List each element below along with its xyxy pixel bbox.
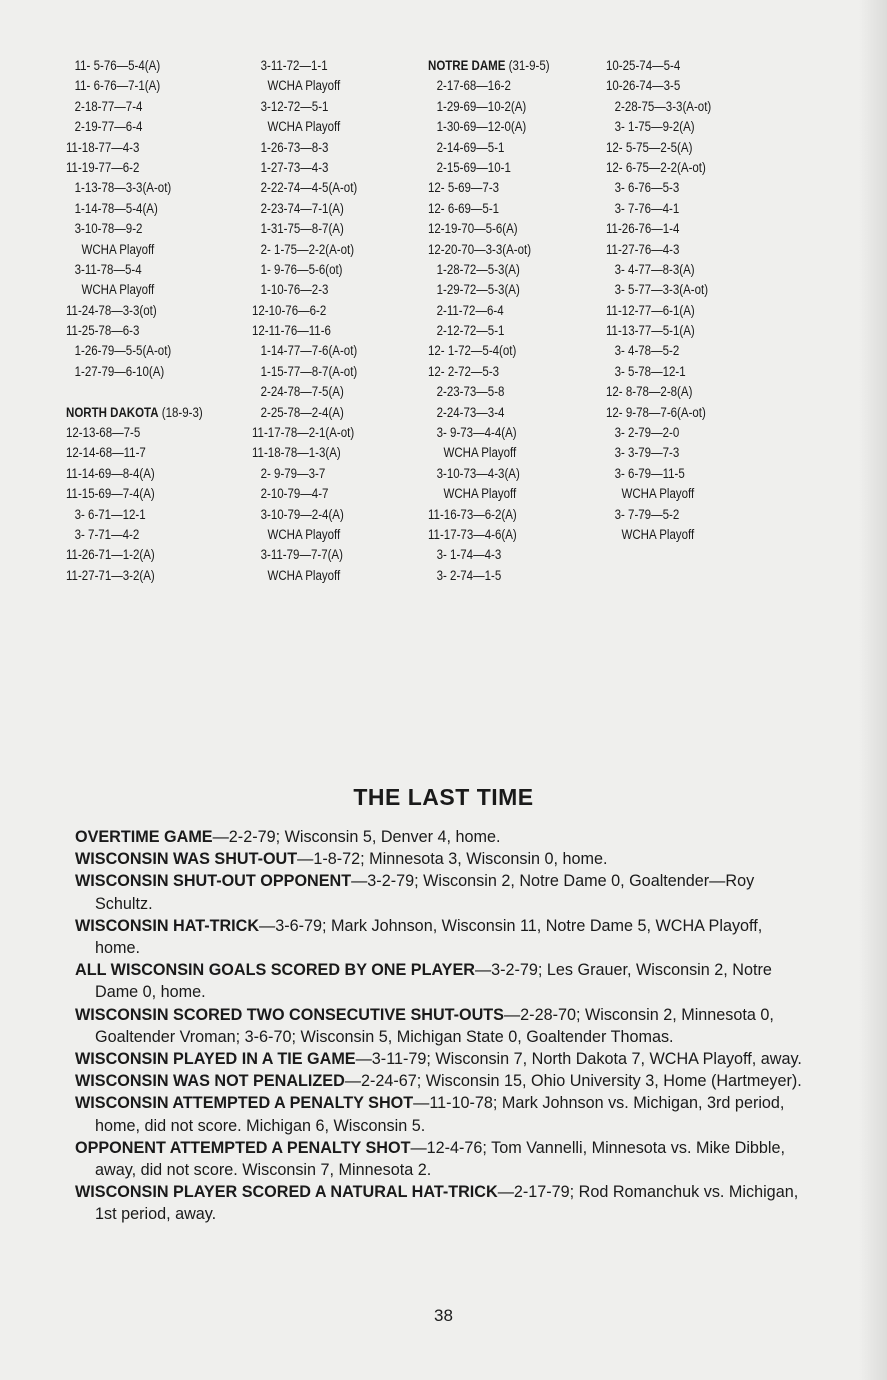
last-time-entries xyxy=(75,826,805,1226)
game-result: 3- 5-77—3-3(A-ot) xyxy=(614,282,709,298)
playoff-note: WCHA Playoff xyxy=(267,567,341,583)
entry-text: —1-8-72; Minnesota 3, Wisconsin 0, home. xyxy=(297,850,608,869)
entry-text: —2-2-79; Wisconsin 5, Denver 4, home. xyxy=(212,828,501,846)
game-result: 11-17-73—4-6(A) xyxy=(428,526,517,542)
game-result: 3- 9-73—4-4(A) xyxy=(436,425,517,441)
game-result: 2-11-72—6-4 xyxy=(436,302,504,318)
game-result: 11-24-78—3-3(ot) xyxy=(66,302,157,318)
game-result: 3- 7-71—4-2 xyxy=(74,526,140,542)
entry-label: WISCONSIN ATTEMPTED A PENALTY SHOT xyxy=(75,1094,414,1113)
game-result: 1-31-75—8-7(A) xyxy=(260,221,344,237)
game-result: 11-25-78—6-3 xyxy=(66,323,140,339)
game-result: 11-14-69—8-4(A) xyxy=(66,465,155,481)
team-name: NOTRE DAME xyxy=(428,58,506,73)
entry-text: —3-6-79; Mark Johnson, Wisconsin 11, Notre Dame 5, WCHA Playoff, home. xyxy=(95,916,763,958)
game-result: 1- 9-76—5-6(ot) xyxy=(260,261,343,277)
game-result: 11- 6-76—7-1(A) xyxy=(74,78,161,94)
team-name: NORTH DAKOTA xyxy=(66,404,159,420)
results-column-2 xyxy=(252,56,427,586)
game-result: 10-26-74—3-5 xyxy=(606,78,681,94)
game-result: 2-14-69—5-1 xyxy=(436,139,505,155)
last-time-entry xyxy=(75,848,805,870)
game-result: 11-19-77—6-2 xyxy=(66,159,140,175)
entry-label: WISCONSIN PLAYED IN A TIE GAME xyxy=(75,1050,356,1069)
spacer xyxy=(66,382,221,402)
last-time-entry xyxy=(75,1004,805,1048)
game-result: 3- 7-76—4-1 xyxy=(614,200,680,216)
entry-text: —3-11-79; Wisconsin 7, North Dakota 7, WCHA Playoff, away. xyxy=(355,1050,802,1069)
results-columns xyxy=(0,56,887,596)
game-result: 3- 1-74—4-3 xyxy=(436,547,502,563)
game-result: 1-26-73—8-3 xyxy=(260,139,329,155)
game-result: 1-27-79—6-10(A) xyxy=(74,363,165,379)
game-result: 3- 2-74—1-5 xyxy=(436,567,502,583)
last-time-entry xyxy=(75,1137,805,1181)
last-time-entry xyxy=(75,915,805,959)
game-result: 2-23-74—7-1(A) xyxy=(260,200,344,216)
game-result: 12-14-68—11-7 xyxy=(66,445,146,461)
playoff-note: WCHA Playoff xyxy=(621,526,695,542)
game-result: 11-13-77—5-1(A) xyxy=(606,323,695,339)
game-result: 2-18-77—7-4 xyxy=(74,98,143,114)
entry-label: WISCONSIN SHUT-OUT OPPONENT xyxy=(75,872,352,891)
entry-text: —3-2-79; Les Grauer, Wisconsin 2, Notre Dame 0, home. xyxy=(95,961,772,1002)
entry-text: —2-17-79; Rod Romanchuk vs. Michigan, 1st period, away. xyxy=(95,1183,799,1224)
entry-text: —3-2-79; Wisconsin 2, Notre Dame 0, Goaltender—Roy Schultz. xyxy=(95,872,755,913)
game-result: 2-24-78—7-5(A) xyxy=(260,384,344,400)
playoff-note: WCHA Playoff xyxy=(443,486,517,502)
game-result: 11-18-77—4-3 xyxy=(66,139,140,155)
game-result: 12- 1-72—5-4(ot) xyxy=(428,343,517,359)
team-heading xyxy=(66,403,221,423)
game-result: 12-13-68—7-5 xyxy=(66,425,141,441)
game-result: 12- 5-75—2-5(A) xyxy=(606,139,693,155)
last-time-entry xyxy=(75,870,805,914)
game-result: 12-10-76—6-2 xyxy=(252,302,327,318)
team-record: (31-9-5) xyxy=(505,58,550,73)
game-result: 3- 7-79—5-2 xyxy=(614,506,680,522)
playoff-note: WCHA Playoff xyxy=(267,78,341,94)
game-result: 12- 6-75—2-2(A-ot) xyxy=(606,159,706,175)
game-result: 11-15-69—7-4(A) xyxy=(66,486,155,502)
game-result: 11-16-73—6-2(A) xyxy=(428,506,517,522)
game-result: 11-27-76—4-3 xyxy=(606,241,680,257)
last-time-entry xyxy=(75,1070,805,1092)
game-result: 3-10-79—2-4(A) xyxy=(260,506,344,522)
game-result: 1-13-78—3-3(A-ot) xyxy=(74,180,172,196)
last-time-entry xyxy=(75,1048,805,1070)
last-time-entry xyxy=(75,1181,805,1225)
game-result: 3- 1-75—9-2(A) xyxy=(614,119,695,135)
playoff-note: WCHA Playoff xyxy=(267,526,341,542)
game-result: 1-29-72—5-3(A) xyxy=(436,282,520,298)
game-result: 11- 5-76—5-4(A) xyxy=(74,58,161,73)
game-result: 2-23-73—5-8 xyxy=(436,384,505,400)
game-result: 12-20-70—3-3(A-ot) xyxy=(428,241,532,257)
entry-label: WISCONSIN SCORED TWO CONSECUTIVE SHUT-OUTS xyxy=(75,1005,504,1024)
game-result: 1-14-77—7-6(A-ot) xyxy=(260,343,358,359)
entry-label: WISCONSIN WAS NOT PENALIZED xyxy=(75,1072,345,1091)
entry-text: —2-24-67; Wisconsin 15, Ohio University 3, Home (Hartmeyer). xyxy=(344,1072,802,1091)
game-result: 2- 9-79—3-7 xyxy=(260,465,326,481)
game-result: 3- 6-79—11-5 xyxy=(614,465,685,481)
last-time-entry xyxy=(75,959,805,1003)
game-result: 3- 4-78—5-2 xyxy=(614,343,680,359)
game-result: 1-27-73—4-3 xyxy=(260,159,329,175)
team-heading xyxy=(428,56,579,76)
results-column-4 xyxy=(606,56,826,545)
team-record: (18-9-3) xyxy=(158,404,203,420)
game-result: 1-14-78—5-4(A) xyxy=(74,200,158,216)
playoff-note: WCHA Playoff xyxy=(267,119,341,135)
game-result: 12- 9-78—7-6(A-ot) xyxy=(606,404,706,420)
game-result: 2-24-73—3-4 xyxy=(436,404,505,420)
entry-label: WISCONSIN HAT-TRICK xyxy=(75,916,260,935)
game-result: 11-27-71—3-2(A) xyxy=(66,567,155,583)
game-result: 2-12-72—5-1 xyxy=(436,323,505,339)
playoff-note: WCHA Playoff xyxy=(81,241,155,257)
game-result: 3- 2-79—2-0 xyxy=(614,425,680,441)
game-result: 11-26-76—1-4 xyxy=(606,221,680,237)
game-result: 3- 4-77—8-3(A) xyxy=(614,261,695,277)
game-result: 1-28-72—5-3(A) xyxy=(436,261,520,277)
entry-text: —12-4-76; Tom Vannelli, Minnesota vs. Mike Dibble, away, did not score. Wisconsin 7, Minnesota 2. xyxy=(95,1138,786,1180)
game-result: 2-10-79—4-7 xyxy=(260,486,329,502)
results-column-3 xyxy=(428,56,603,586)
game-result: 1-26-79—5-5(A-ot) xyxy=(74,343,172,359)
game-result: 3- 3-79—7-3 xyxy=(614,445,680,461)
game-result: 3- 6-76—5-3 xyxy=(614,180,680,196)
game-result: 2-22-74—4-5(A-ot) xyxy=(260,180,358,196)
game-result: 3-11-72—1-1 xyxy=(260,58,328,73)
game-result: 2-15-69—10-1 xyxy=(436,159,511,175)
game-result: 3-10-78—9-2 xyxy=(74,221,143,237)
game-result: 1-29-69—10-2(A) xyxy=(436,98,527,114)
game-result: 12- 8-78—2-8(A) xyxy=(606,384,693,400)
game-result: 2- 1-75—2-2(A-ot) xyxy=(260,241,355,257)
game-result: 2-17-68—16-2 xyxy=(436,78,511,94)
game-result: 11-18-78—1-3(A) xyxy=(252,445,341,461)
game-result: 1-30-69—12-0(A) xyxy=(436,119,527,135)
game-result: 3-10-73—4-3(A) xyxy=(436,465,520,481)
section-title: THE LAST TIME xyxy=(353,784,534,810)
playoff-note: WCHA Playoff xyxy=(81,282,155,298)
game-result: 3-11-79—7-7(A) xyxy=(260,547,343,563)
playoff-note: WCHA Playoff xyxy=(621,486,695,502)
game-result: 10-25-74—5-4 xyxy=(606,58,681,73)
game-result: 3-12-72—5-1 xyxy=(260,98,329,114)
playoff-note: WCHA Playoff xyxy=(443,445,517,461)
results-column-1 xyxy=(66,56,246,586)
game-result: 2-25-78—2-4(A) xyxy=(260,404,344,420)
entry-text: —11-10-78; Mark Johnson vs. Michigan, 3rd period, home, did not score. Michigan 6, Wisconsin 5. xyxy=(95,1094,785,1135)
game-result: 11-17-78—2-1(A-ot) xyxy=(252,425,355,441)
game-result: 12- 6-69—5-1 xyxy=(428,200,500,216)
game-result: 11-12-77—6-1(A) xyxy=(606,302,695,318)
game-result: 3-11-78—5-4 xyxy=(74,261,142,277)
game-result: 12- 2-72—5-3 xyxy=(428,363,500,379)
entry-label: WISCONSIN WAS SHUT-OUT xyxy=(75,850,298,869)
game-result: 1-10-76—2-3 xyxy=(260,282,329,298)
game-result: 2-19-77—6-4 xyxy=(74,119,143,135)
entry-label: OVERTIME GAME xyxy=(75,828,213,846)
game-result: 1-15-77—8-7(A-ot) xyxy=(260,363,358,379)
game-result: 11-26-71—1-2(A) xyxy=(66,547,155,563)
entry-label: WISCONSIN PLAYER SCORED A NATURAL HAT-TRICK xyxy=(75,1183,498,1202)
entry-label: OPPONENT ATTEMPTED A PENALTY SHOT xyxy=(75,1138,411,1157)
game-result: 2-28-75—3-3(A-ot) xyxy=(614,98,712,114)
last-time-entry xyxy=(75,826,805,848)
game-result: 12-19-70—5-6(A) xyxy=(428,221,518,237)
page-number: 38 xyxy=(434,1306,453,1325)
game-result: 3- 6-71—12-1 xyxy=(74,506,146,522)
entry-text: —2-28-70; Wisconsin 2, Minnesota 0, Goaltender Vroman; 3-6-70; Wisconsin 5, Michigan State 0, Goaltender Thomas. xyxy=(95,1005,774,1046)
game-result: 12- 5-69—7-3 xyxy=(428,180,500,196)
game-result: 12-11-76—11-6 xyxy=(252,323,331,339)
last-time-entry xyxy=(75,1092,805,1136)
game-result: 3- 5-78—12-1 xyxy=(614,363,686,379)
entry-label: ALL WISCONSIN GOALS SCORED BY ONE PLAYER xyxy=(75,961,475,980)
